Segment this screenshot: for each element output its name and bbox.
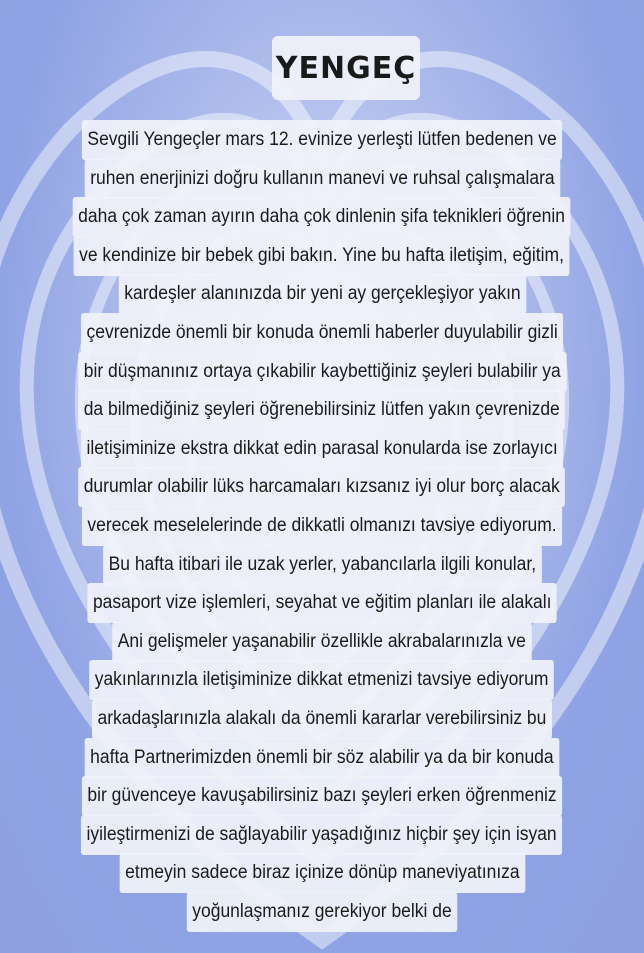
- text-line-row: [0, 467, 644, 506]
- text-line: ve kendinize bir bebek gibi bakın. Yine bu hafta iletişim, eğitim,: [74, 236, 570, 276]
- text-line: arkadaşlarınızla alakalı da önemli kararlar verebilirsiniz bu: [92, 699, 552, 739]
- text-line: durumlar olabilir lüks harcamaları kızsanız iyi olur borç alacak: [78, 467, 565, 507]
- text-line-row: [0, 776, 644, 815]
- text-line-row: [0, 892, 644, 931]
- text-line: Ani gelişmeler yaşanabilir özellikle akrabalarınızla ve: [112, 622, 531, 662]
- text-line-row: [0, 699, 644, 738]
- text-line-row: [0, 429, 644, 468]
- text-line: da bilmediğiniz şeyleri öğrenebilirsiniz lütfen yakın çevrenizde: [78, 390, 565, 430]
- text-line: daha çok zaman ayırın daha çok dinlenin şifa teknikleri öğrenin: [73, 197, 571, 237]
- title-box: [272, 36, 420, 100]
- text-line: çevrenizde önemli bir konuda önemli haberler duyulabilir gizli: [81, 313, 563, 353]
- horoscope-text: [0, 120, 644, 930]
- text-line-row: [0, 853, 644, 892]
- text-line-row: [0, 159, 644, 198]
- text-line-row: [0, 622, 644, 661]
- text-line: pasaport vize işlemleri, seyahat ve eğitim planları ile alakalı: [87, 583, 557, 623]
- page-title: YENGEÇ: [275, 50, 417, 86]
- text-line: Bu hafta itibari ile uzak yerler, yabancılarla ilgili konular,: [103, 545, 542, 585]
- text-line-row: [0, 120, 644, 159]
- text-line: hafta Partnerimizden önemli bir söz alabilir ya da bir konuda: [85, 738, 560, 778]
- text-line-row: [0, 390, 644, 429]
- text-line: yakınlarınızla iletişiminize dikkat etmenizi tavsiye ediyorum: [90, 660, 555, 700]
- text-line: yoğunlaşmanız gerekiyor belki de: [187, 892, 457, 932]
- text-line-row: [0, 738, 644, 777]
- text-line-row: [0, 545, 644, 584]
- text-line: etmeyin sadece biraz içinize dönüp maneviyatınıza: [119, 853, 525, 893]
- text-line: verecek meselelerinde de dikkatli olmanızı tavsiye ediyorum.: [82, 506, 562, 546]
- text-line: Sevgili Yengeçler mars 12. evinize yerleşti lütfen bedenen ve: [82, 120, 562, 160]
- text-line: ruhen enerjinizi doğru kullanın manevi ve ruhsal çalışmalara: [84, 159, 559, 199]
- text-line-row: [0, 660, 644, 699]
- text-line: iyileştirmenizi de sağlayabilir yaşadığınız hiçbir şey için isyan: [81, 815, 562, 855]
- text-line-row: [0, 506, 644, 545]
- text-line: kardeşler alanınızda bir yeni ay gerçekleşiyor yakın: [118, 274, 525, 314]
- text-line-row: [0, 815, 644, 854]
- text-line: bir düşmanınız ortaya çıkabilir kaybettiğiniz şeyleri bulabilir ya: [78, 352, 566, 392]
- text-line-row: [0, 197, 644, 236]
- text-line: iletişiminize ekstra dikkat edin parasal konularda ise zorlayıcı: [81, 429, 563, 469]
- text-line-row: [0, 274, 644, 313]
- text-line: bir güvenceye kavuşabilirsiniz bazı şeyleri erken öğrenmeniz: [82, 776, 562, 816]
- text-line-row: [0, 352, 644, 391]
- text-line-row: [0, 313, 644, 352]
- text-line-row: [0, 583, 644, 622]
- text-line-row: [0, 236, 644, 275]
